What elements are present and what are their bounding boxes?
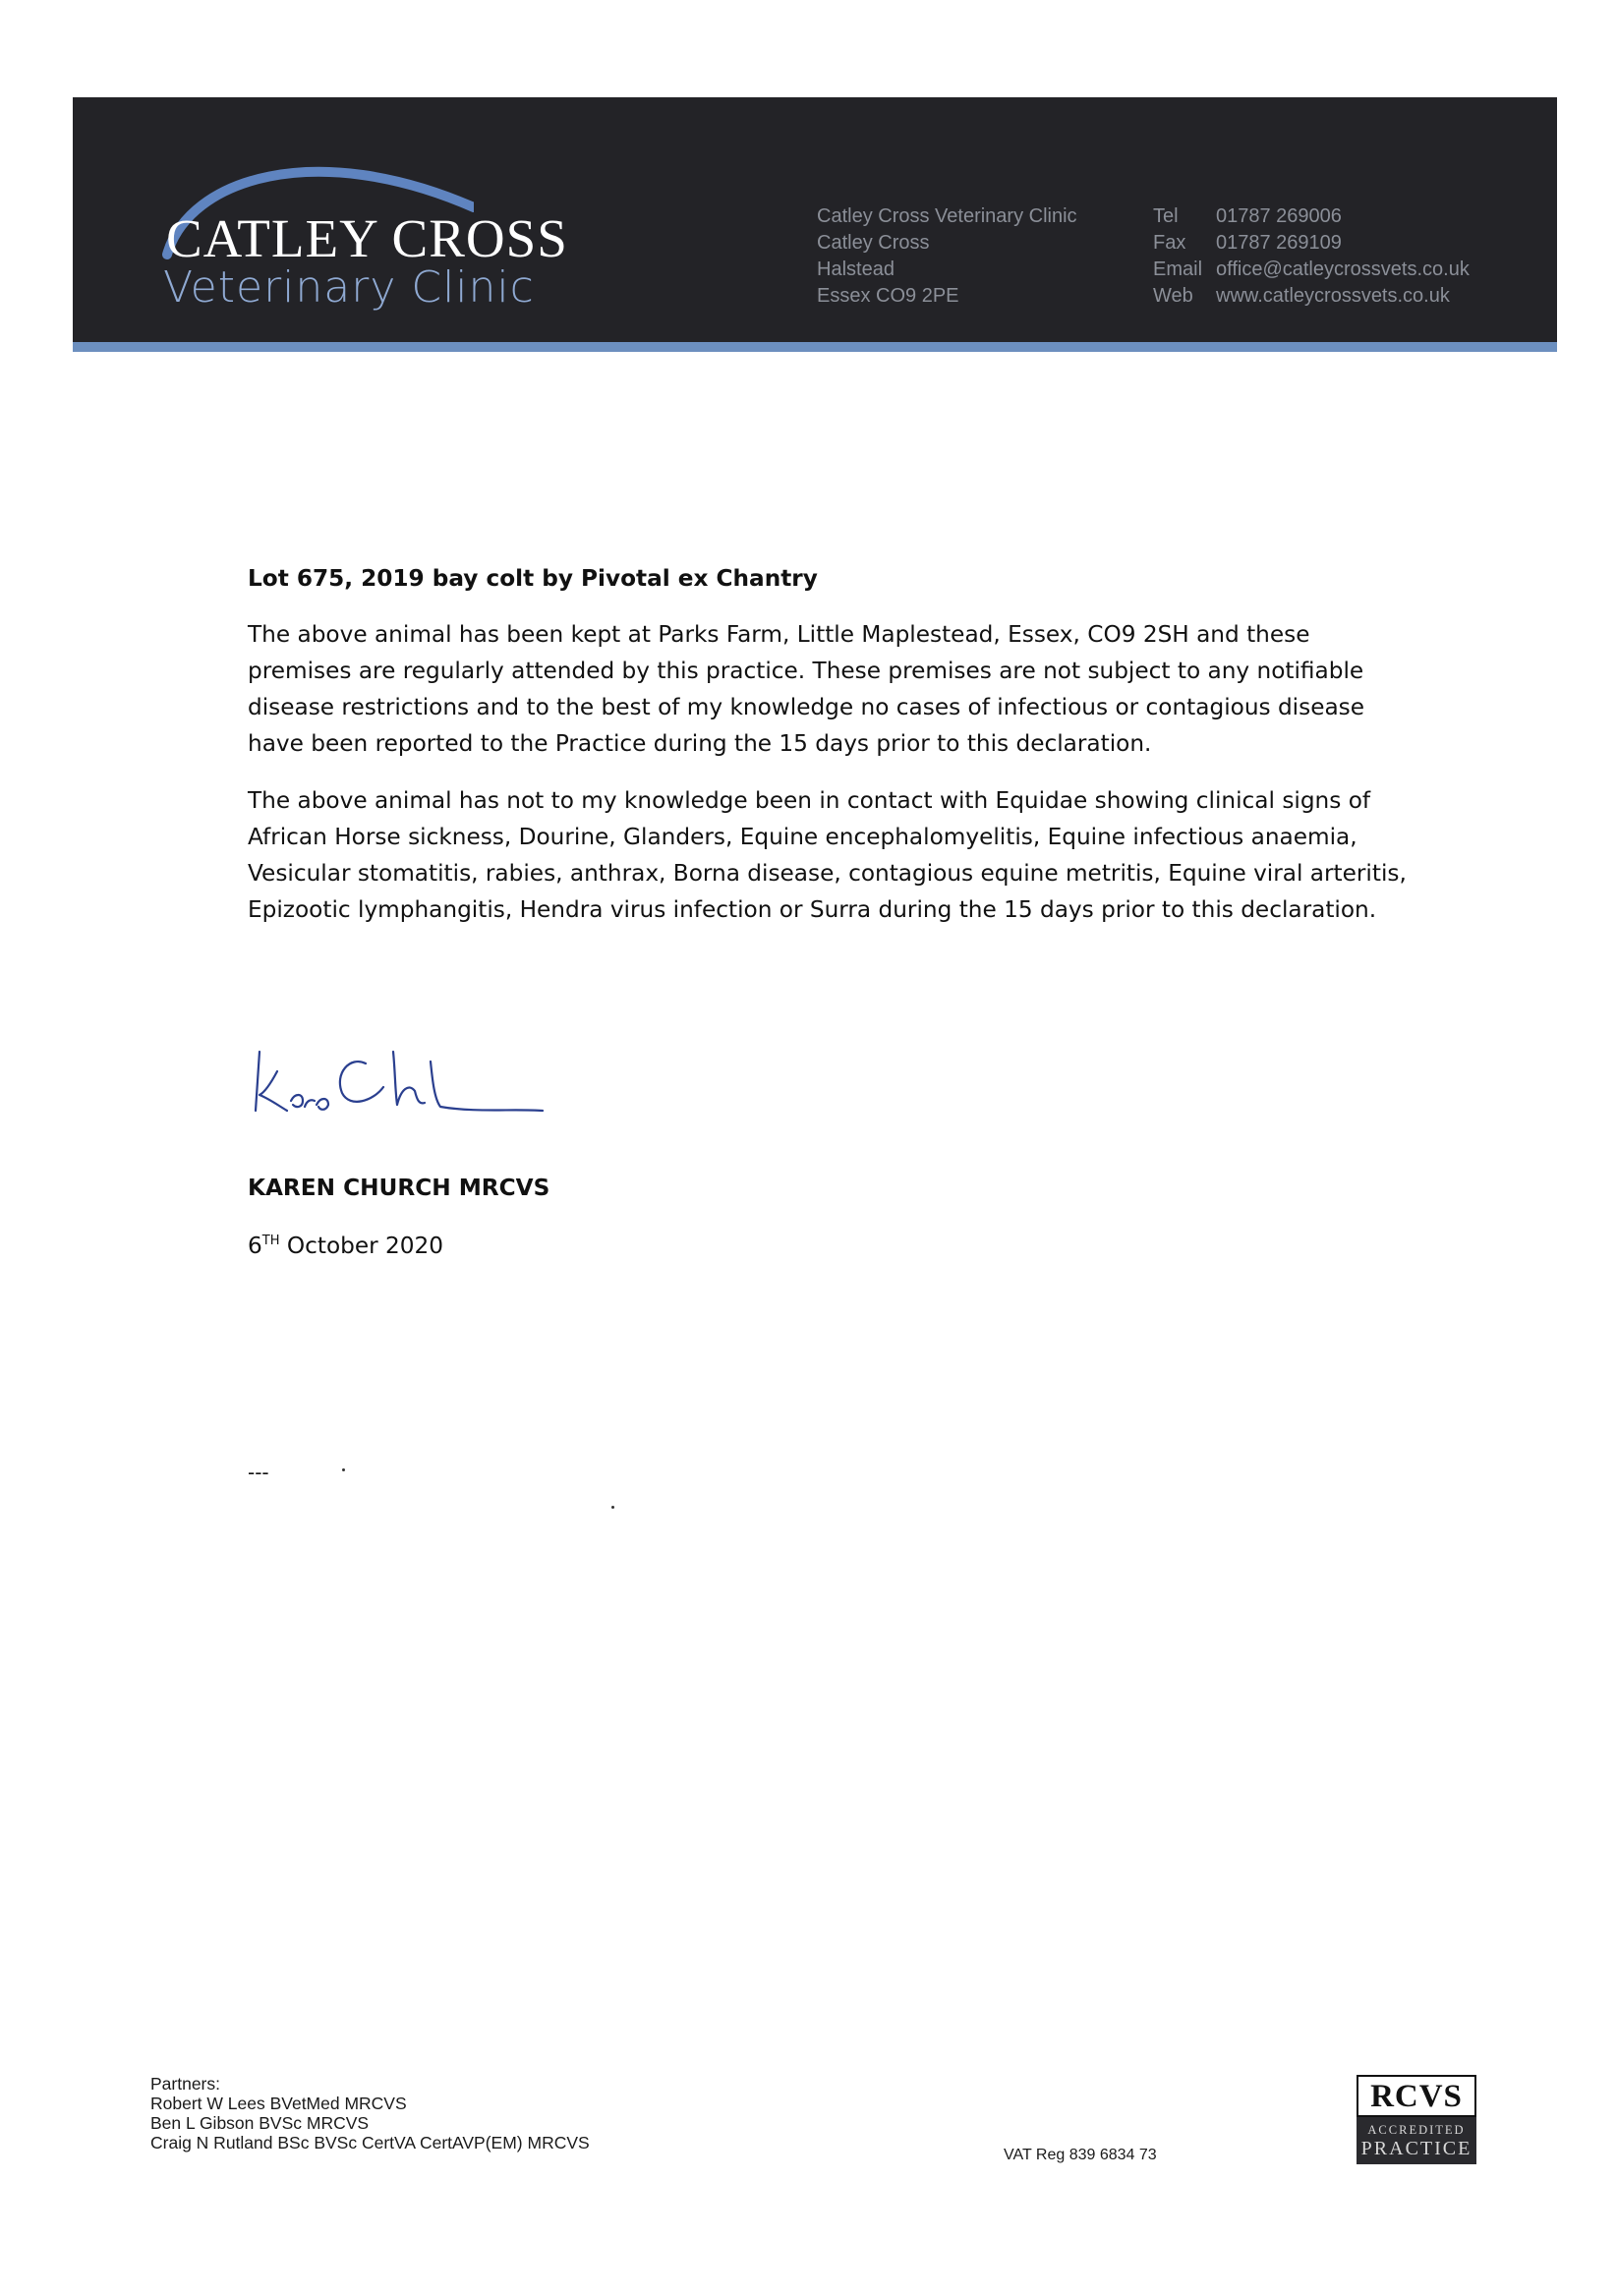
handwritten-signature [248,1032,562,1120]
date-day: 6 [248,1233,262,1259]
signatory-name: KAREN CHURCH MRCVS [248,1175,550,1201]
rcvs-line1: ACCREDITED [1367,2123,1466,2137]
clinic-address [817,203,1077,310]
partners-label: Partners: [150,2074,220,2094]
contact-label: Email [1153,258,1203,280]
separator-dashes: --- [248,1461,269,1484]
contact-label: Web [1153,285,1193,307]
text-line: African Horse sickness, Dourine, Glanders, Equine encephalomyelitis, Equine infectious anaemia, [248,824,1357,850]
contact-label: Tel [1153,205,1179,227]
contact-value: office@catleycrossvets.co.uk [1216,258,1470,280]
contact-tel [1153,203,1470,230]
rcvs-title: RCVS [1357,2075,1476,2117]
logo-name: CATLEY CROSS [166,208,568,268]
text-line: The above animal has not to my knowledge been in contact with Equidae showing clinical signs of [248,787,1371,814]
address-line: Catley Cross Veterinary Clinic [817,205,1077,227]
date-rest: October 2020 [279,1233,444,1259]
scan-speck [342,1468,345,1471]
logo-subtitle: Veterinary Clinic [163,262,535,313]
contact-fax [1153,230,1470,257]
banner-accent-stripe [73,342,1557,352]
text-line: Epizootic lymphangitis, Hendra virus infection or Surra during the 15 days prior to this declaration. [248,896,1377,923]
contact-value: 01787 269006 [1216,205,1342,227]
contact-email [1153,257,1470,283]
signature-date [248,1233,443,1259]
lot-heading: Lot 675, 2019 bay colt by Pivotal ex Chantry [248,565,818,592]
contact-label: Fax [1153,232,1186,254]
contact-value: 01787 269109 [1216,232,1342,254]
text-line: premises are regularly attended by this practice. These premises are not subject to any notifiable [248,658,1364,684]
letter-body [248,560,1408,948]
letterhead-banner [73,97,1557,345]
address-line: Catley Cross [817,232,930,254]
premises-paragraph [248,616,1408,762]
partner-entry: Ben L Gibson BVSc MRCVS [150,2113,370,2133]
rcvs-line2: PRACTICE [1360,2138,1473,2159]
partner-entry: Robert W Lees BVetMed MRCVS [150,2094,407,2113]
rcvs-accredited [1357,2117,1476,2164]
partner-entry: Craig N Rutland BSc BVSc CertVA CertAVP(EM) MRCVS [150,2133,590,2152]
rcvs-accreditation-badge [1357,2075,1476,2164]
text-line: The above animal has been kept at Parks Farm, Little Maplestead, Essex, CO9 2SH and these [248,621,1310,648]
partners-list [150,2074,590,2152]
text-line: Vesicular stomatitis, rabies, anthrax, Borna disease, contagious equine metritis, Equine viral arteritis, [248,860,1407,887]
contact-paragraph [248,782,1408,928]
address-line: Essex CO9 2PE [817,285,959,307]
address-line: Halstead [817,258,895,280]
date-suffix: TH [261,1234,280,1248]
contact-value: www.catleycrossvets.co.uk [1216,285,1450,307]
clinic-contact [1153,203,1470,310]
text-line: disease restrictions and to the best of my knowledge no cases of infectious or contagious disease [248,694,1365,720]
text-line: have been reported to the Practice during the 15 days prior to this declaration. [248,730,1152,757]
scan-speck [611,1506,614,1509]
vat-registration: VAT Reg 839 6834 73 [1004,2147,1157,2163]
contact-web [1153,283,1470,310]
